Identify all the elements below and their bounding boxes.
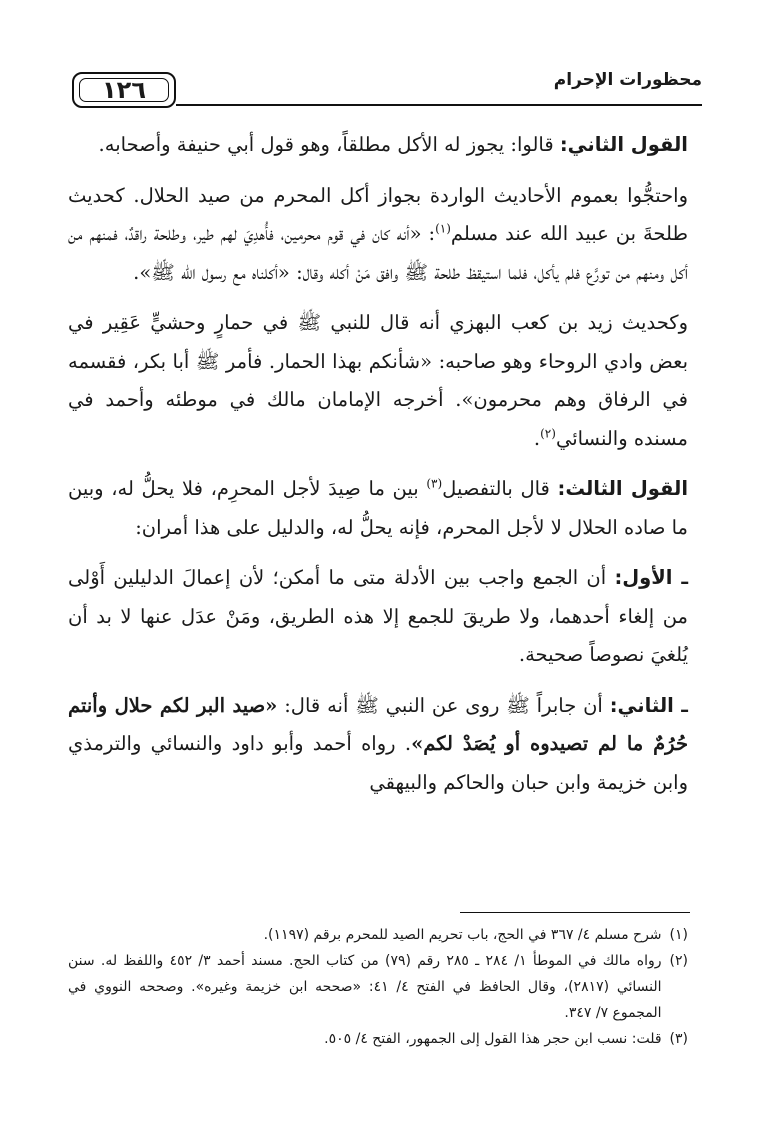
footnote-ref[interactable]: (٣) — [426, 476, 443, 491]
footnote-text: شرح مسلم ٤/ ٣٦٧ في الحج، باب تحريم الصيد للمحرم برقم (١١٩٧). — [263, 927, 662, 943]
footnote-number: (٢) — [669, 953, 688, 969]
paragraph-label: القول الثالث: — [557, 477, 689, 500]
paragraph-text: قالوا: يجوز له الأكل مطلقاً، وهو قول أبي حنيفة وأصحابه. — [98, 133, 560, 156]
footnote-item — [68, 922, 688, 948]
hadith-quote: «صيد البر لكم حلال وأنتم حُرُمٌ ما لم تصيدوه أو يُصَدْ لكم» — [68, 693, 688, 755]
paragraph-evidence-talha — [68, 177, 688, 293]
paragraph-text: أن جابراً ﷺ روى عن النبي ﷺ أنه قال: — [277, 693, 610, 717]
running-title: محظورات الإحرام — [553, 70, 702, 90]
paragraph-third-opinion — [68, 470, 688, 547]
footnote-text: رواه مالك في الموطأ ١/ ٢٨٤ ـ ٢٨٥ رقم (٧٩) من كتاب الحج. مسند أحمد ٣/ ٤٥٢ واللفظ له. سنن النسائي (٢٨١٧)، وقال الحافظ في الفتح ٤/ ٤١: «صححه ابن خزيمة وغيره». وصححه النووي في المجموع ٧/ ٣٤٧. — [68, 953, 662, 1021]
paragraph-text: أن الجمع واجب بين الأدلة متى ما أمكن؛ لأن إعمالَ الدليلين أَوْلى من إلغاء أحدهما، ولا طريقَ للجمع إلا هذه الطريق، ومَنْ عدَل عنها لا بد أن يُلغيَ نصوصاً صحيحة. — [68, 566, 688, 666]
paragraph-text: . رواه أحمد وأبو داود والنسائي والترمذي وابن خزيمة وابن حبان والحاكم والبيهقي — [68, 732, 688, 794]
paragraph-text: واحتجُّوا بعموم الأحاديث الواردة بجواز أكل المحرم من صيد الحلال. كحديث طلحةَ بن عبيد الله عند مسلم — [68, 183, 688, 245]
paragraph-evidence-zaid — [68, 304, 688, 458]
footnote-item — [68, 1026, 688, 1052]
page-header — [72, 70, 702, 116]
paragraph-second-proof — [68, 687, 688, 803]
footnote-separator — [460, 912, 690, 913]
paragraph-first-proof — [68, 559, 688, 675]
page-number-frame — [72, 72, 176, 108]
footnote-number: (١) — [669, 927, 688, 943]
main-text — [68, 126, 688, 814]
footnote-ref[interactable]: (١) — [435, 221, 451, 236]
paragraph-second-opinion — [68, 126, 688, 165]
paragraph-text: . — [533, 426, 541, 450]
footnote-number: (٣) — [669, 1031, 688, 1047]
paragraph-label: ـ الأول: — [614, 566, 688, 589]
header-rule — [176, 104, 702, 106]
footnote-ref[interactable]: (٢) — [540, 426, 556, 440]
paragraph-text: : «أنه كان في قوم محرمين، فأُهدِيَ لهم طير، وطلحة راقدٌ، فمنهم من أكل ومنهم من تورَّع فلم يأكل، فلما استيقظ طلحة ﷺ وافق مَنْ أكله وقال: «أكلناه مع رسول الله ﷺ». — [68, 222, 688, 284]
footnote-text: قلت: نسب ابن حجر هذا القول إلى الجمهور، الفتح ٤/ ٥٠٥. — [324, 1031, 662, 1047]
paragraph-label: القول الثاني: — [559, 133, 688, 156]
footnotes — [68, 922, 688, 1052]
paragraph-text: وكحديث زيد بن كعب البهزي أنه قال للنبي ﷺ في حمارٍ وحشيٍّ عَقِير في بعض وادي الروحاء وهو صاحبه: «شأنكم بهذا الحمار. فأمر ﷺ أبا بكر، فقسمه في الرفاق وهم محرمون». أخرجه الإمامان مالك في موطئه وأحمد في مسنده والنسائي — [68, 311, 688, 450]
footnote-item — [68, 948, 688, 1026]
page-number: ١٢٦ — [102, 76, 146, 104]
paragraph-label: ـ الثاني: — [609, 693, 688, 717]
paragraph-text: قال بالتفصيل — [442, 477, 558, 500]
paragraph-text: بين ما صِيدَ لأجل المحرِم، فلا يحلُّ له، وبين ما صاده الحلال لا لأجل المحرم، فإنه يحلُّ له، والدليل على هذا أمران: — [68, 477, 688, 539]
